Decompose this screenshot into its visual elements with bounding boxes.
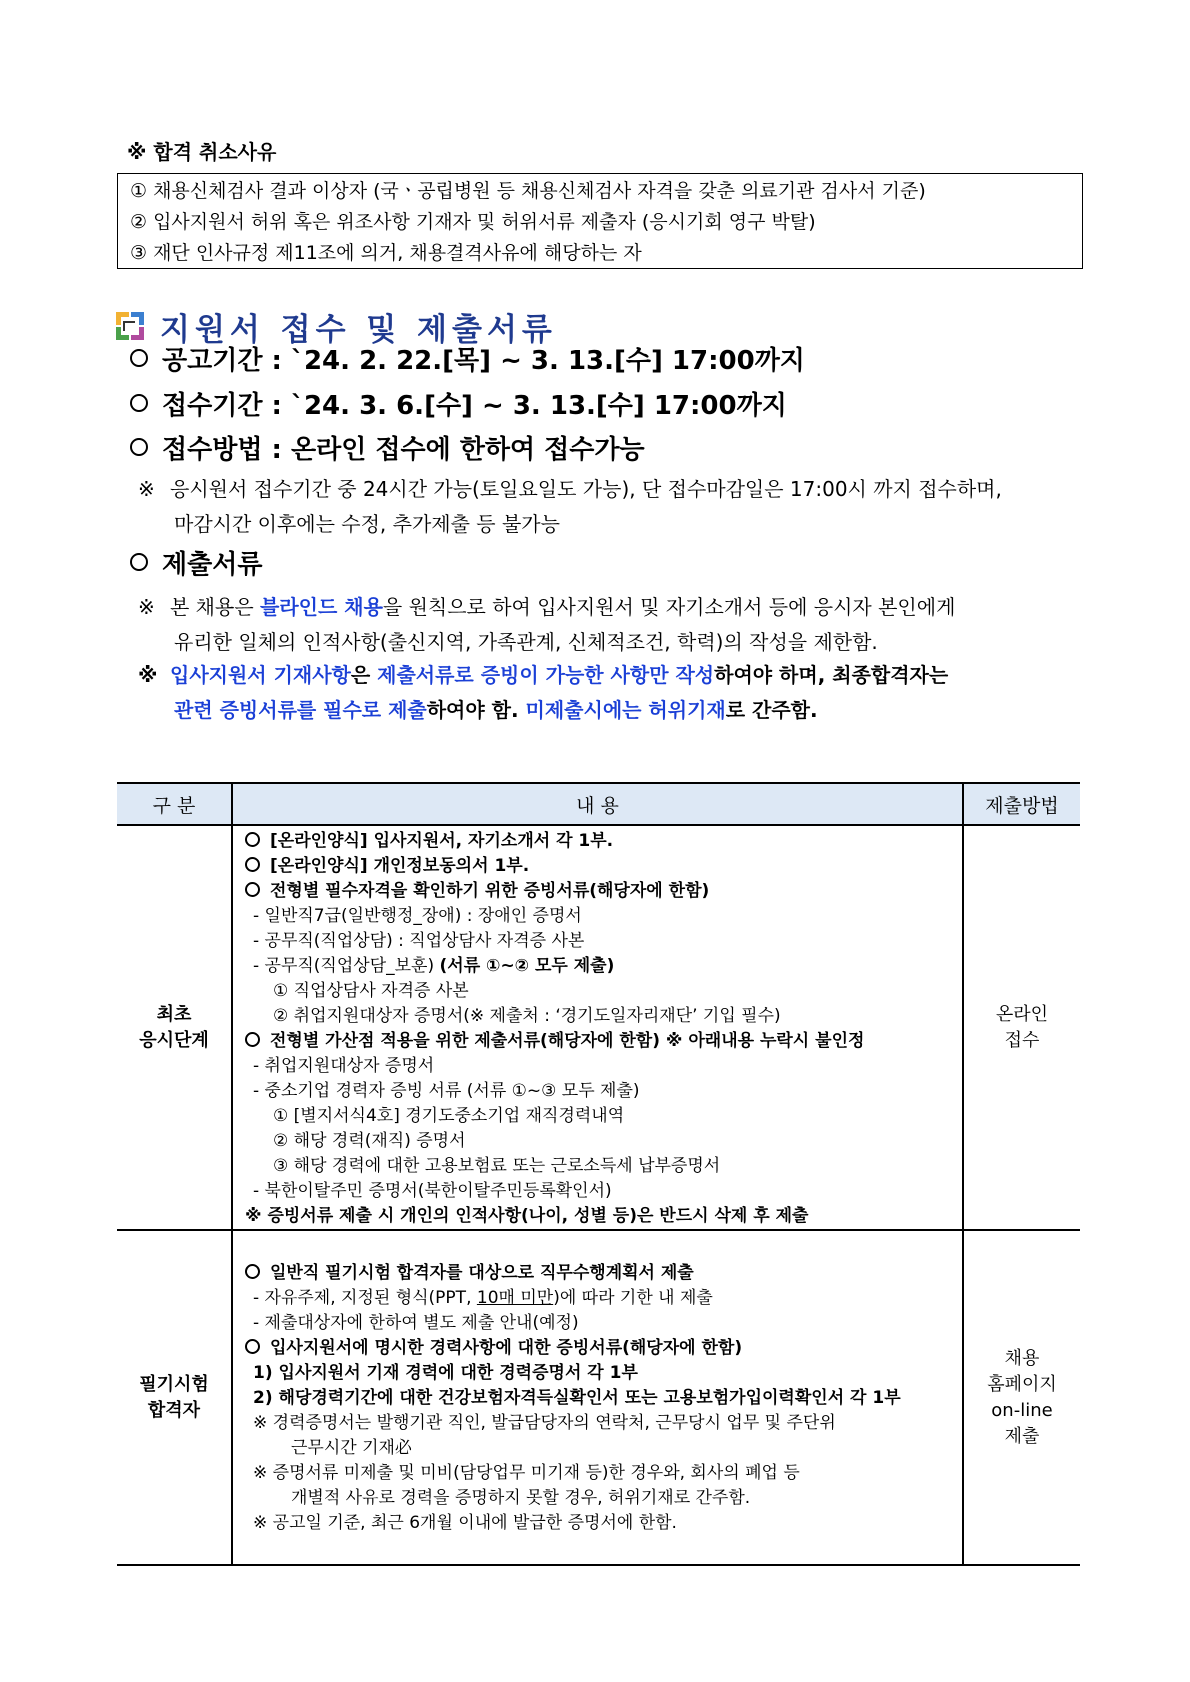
circle-bullet-icon [245, 1264, 260, 1279]
entry-requirement-note: ※ 입사지원서 기재사항은 제출서류로 증빙이 가능한 사항만 작성하여야 하며, 최종합격자는 관련 증빙서류를 필수로 제출하여야 함. 미제출시에는 허위기재로 간주함. [138, 663, 949, 722]
row-content: [온라인양식] 입사지원서, 자기소개서 각 1부. [온라인양식] 개인정보동의서 1부. 전형별 필수자격을 확인하기 위한 증빙서류(해당자에 한함) - 일반직7급(일반행정_장애) : 장애인 증명서 - 공무직(직업상담) : 직업상담사 자격증 사본 - 공무직(직업상담_보훈) (서류 ①~② 모두 제출) ① 직업상담사 자격증 사본 ② 취업지원대상자 증명서(※ 제출처 : ‘경기도일자리재단’ 기입 필수) 전형별 가산점 적용을 위한 제출서류(해당자에 한함) ※ 아래내용 누락시 불인정 - 취업지원대상자 증명서 - 중소기업 경력자 증빙 서류 (서류 ①~③ 모두 제출) ① [별지서식4호] 경기도중소기업 재직경력내역 ② 해당 경력(재직) 증명서 ③ 해당 경력에 대한 고용보험료 또는 근로소득세 납부증명서 - 북한이탈주민 증명서(북한이탈주민등록확인서) ※ 증빙서류 제출 시 개인의 인적사항(나이, 성별 등)은 반드시 삭제 후 제출 [232, 825, 963, 1230]
notice-period: 공고기간 : `24. 2. 22.[목] ~ 3. 13.[수] 17:00까지 [130, 340, 805, 377]
header-method: 제출방법 [963, 783, 1080, 825]
row-category: 최초 응시단계 [117, 825, 232, 1230]
row-category: 필기시험 합격자 [117, 1230, 232, 1565]
cancel-reason-3: ③ 재단 인사규정 제11조에 의거, 채용결격사유에 해당하는 자 [130, 242, 642, 264]
header-content: 내 용 [232, 783, 963, 825]
header-category: 구 분 [117, 783, 232, 825]
row-content: 일반직 필기시험 합격자를 대상으로 직무수행계획서 제출 - 자유주제, 지정된 형식(PPT, 10매 미만)에 따라 기한 내 제출 - 제출대상자에 한하여 별도 제출 안내(예정) 입사지원서에 명시한 경력사항에 대한 증빙서류(해당자에 한함) 1) 입사지원서 기재 경력에 대한 경력증명서 각 1부 2) 해당경력기간에 대한 건강보험자격득실확인서 또는 고용보험가입이력확인서 각 1부 ※ 경력증명서는 발행기관 직인, 발급담당자의 연락처, 근무당시 업무 및 주단위 근무시간 기재必 ※ 증명서류 미제출 및 미비(담당업무 미기재 등)한 경우와, 회사의 폐업 등 개별적 사유로 경력을 증명하지 못할 경우, 허위기재로 간주함. ※ 공고일 기준, 최근 6개월 이내에 발급한 증명서에 한함. [232, 1230, 963, 1565]
section-bullet-icon [115, 311, 145, 341]
receipt-note: ※ 응시원서 접수기간 중 24시간 가능(토일요일도 가능), 단 접수마감일은 17:00시 까지 접수하며, 마감시간 이후에는 수정, 추가제출 등 불가능 [138, 477, 1002, 536]
table-row [117, 1230, 1080, 1565]
cancel-reason-1: ① 채용신체검사 결과 이상자 (국ㆍ공립병원 등 채용신체검사 자격을 갖춘 의료기관 검사서 기준) [130, 180, 926, 202]
circle-bullet-icon [245, 882, 260, 897]
hollow-circle-icon [130, 394, 148, 412]
cancel-reason-2: ② 입사지원서 허위 혹은 위조사항 기재자 및 허위서류 제출자 (응시기회 영구 박탈) [130, 211, 816, 233]
hollow-circle-icon [130, 438, 148, 456]
table-header-row [117, 783, 1080, 825]
documents-heading: 제출서류 [130, 544, 262, 581]
cancel-reasons-title: ※ 합격 취소사유 [127, 140, 277, 164]
row-method: 온라인 접수 [963, 825, 1080, 1230]
row-method: 채용 홈페이지 on-line 제출 [963, 1230, 1080, 1565]
table-row [117, 825, 1080, 1230]
circle-bullet-icon [245, 857, 260, 872]
receipt-method: 접수방법 : 온라인 접수에 한하여 접수가능 [130, 429, 645, 466]
hollow-circle-icon [130, 349, 148, 367]
documents-table [117, 782, 1080, 1566]
circle-bullet-icon [245, 832, 260, 847]
circle-bullet-icon [245, 1032, 260, 1047]
hollow-circle-icon [130, 553, 148, 571]
receipt-period: 접수기간 : `24. 3. 6.[수] ~ 3. 13.[수] 17:00까지 [130, 385, 787, 422]
circle-bullet-icon [245, 1339, 260, 1354]
cancel-reasons-box [117, 173, 1083, 269]
section-title: 지원서 접수 및 제출서류 [160, 311, 557, 348]
blind-hiring-note: ※ 본 채용은 블라인드 채용을 원칙으로 하여 입사지원서 및 자기소개서 등에 응시자 본인에게 유리한 일체의 인적사항(출신지역, 가족관계, 신체적조건, 학력)의 작성을 제한함. [138, 595, 956, 654]
